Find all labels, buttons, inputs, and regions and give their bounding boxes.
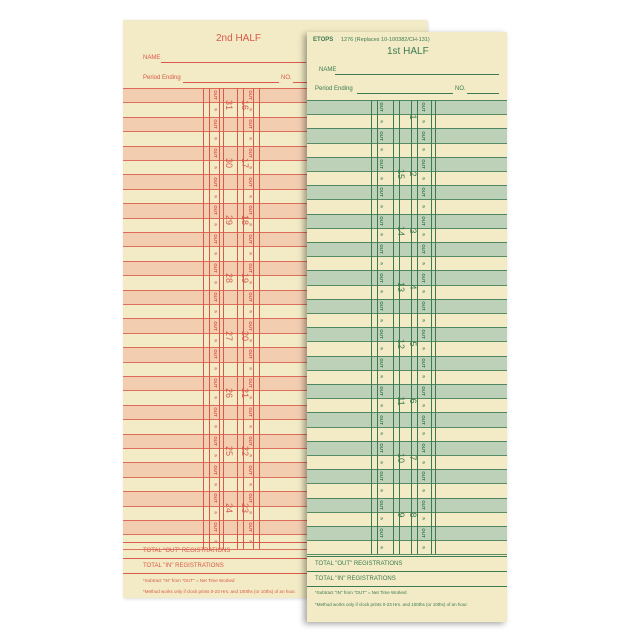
grid-line <box>307 100 507 101</box>
out-label: OUT <box>421 187 426 198</box>
out-label: OUT <box>213 407 218 417</box>
out-label: OUT <box>379 386 384 396</box>
total-out-label: TOTAL "OUT" REGISTRATIONS <box>315 561 403 567</box>
in-label: IN <box>421 517 426 521</box>
day-number: 20 <box>240 330 250 341</box>
grid-line <box>307 171 507 172</box>
in-label: IN <box>421 147 426 152</box>
out-label: OUT <box>248 263 253 273</box>
out-label: OUT <box>379 244 384 254</box>
day-number: 4 <box>408 284 418 290</box>
out-label: OUT <box>213 234 218 244</box>
in-label: IN <box>421 318 426 322</box>
out-label: OUT <box>379 443 384 453</box>
day-number: 21 <box>240 388 250 399</box>
day-number: 18 <box>240 215 250 226</box>
grid-line <box>307 469 507 470</box>
grid-line <box>307 540 507 541</box>
in-label: IN <box>213 424 218 429</box>
out-label: OUT <box>379 187 384 198</box>
out-label: OUT <box>421 414 426 425</box>
note-subtract: *Subtract "IN" from "OUT" = Net Time Worked <box>143 578 235 583</box>
total-out-label: TOTAL "OUT" REGISTRATIONS <box>143 548 231 554</box>
column-line <box>219 88 220 549</box>
out-label: OUT <box>421 272 426 283</box>
no-label: NO. <box>281 75 292 81</box>
out-label: OUT <box>248 522 253 532</box>
in-label: IN <box>248 338 253 342</box>
in-label: IN <box>421 233 426 237</box>
period-underline <box>183 82 279 83</box>
shaded-row <box>307 441 507 455</box>
out-label: OUT <box>213 119 218 129</box>
total-in-label: TOTAL "IN" REGISTRATIONS <box>315 576 396 582</box>
column-line <box>209 88 210 549</box>
day-number: 1 <box>408 114 418 120</box>
day-number: 22 <box>240 445 250 456</box>
in-label: IN <box>213 165 218 169</box>
in-label: IN <box>248 309 253 313</box>
out-label: OUT <box>213 378 218 388</box>
grid-line <box>307 214 507 215</box>
day-number: 14 <box>396 225 406 236</box>
shaded-row <box>307 412 507 426</box>
grid-line <box>307 185 507 186</box>
in-label: IN <box>379 517 384 521</box>
shaded-row <box>307 469 507 483</box>
in-label: IN <box>379 403 384 408</box>
column-line <box>259 88 260 549</box>
out-label: OUT <box>213 90 218 100</box>
day-number: 28 <box>224 273 234 284</box>
grid-line <box>307 285 507 286</box>
out-label: OUT <box>248 234 253 244</box>
period-ending-label: Period Ending <box>315 86 353 92</box>
day-number: 2 <box>408 171 418 177</box>
in-label: IN <box>379 289 384 294</box>
total-out-line <box>307 571 507 572</box>
day-number: 11 <box>396 396 406 406</box>
grid-line <box>307 412 507 413</box>
out-label: OUT <box>248 349 253 360</box>
out-label: OUT <box>248 493 253 504</box>
shaded-row <box>307 356 507 370</box>
out-label: OUT <box>213 436 218 446</box>
in-label: IN <box>248 223 253 227</box>
name-label: NAME <box>143 55 161 61</box>
brand-mark: E <box>313 37 318 43</box>
grid-line <box>307 327 507 328</box>
shaded-row <box>307 242 507 256</box>
in-label: IN <box>213 251 218 256</box>
day-number: 9 <box>396 512 406 518</box>
note-method: *Method works only if clock prints 0-23 Hrs. and 100ths (or 10ths) of an hour. <box>315 602 468 607</box>
in-label: IN <box>421 204 426 209</box>
shaded-row <box>307 128 507 142</box>
shaded-row <box>307 498 507 512</box>
shaded-row <box>307 526 507 540</box>
in-label: IN <box>379 318 384 322</box>
day-number: 6 <box>408 398 418 404</box>
grid-line <box>307 199 507 200</box>
column-line <box>431 100 432 554</box>
shaded-row <box>307 214 507 228</box>
day-number: 16 <box>240 100 250 111</box>
shaded-row <box>307 384 507 398</box>
out-label: OUT <box>379 130 384 141</box>
grid-line <box>307 356 507 357</box>
card-title: 2nd HALF <box>216 33 262 44</box>
grid-line <box>307 270 507 271</box>
in-label: IN <box>421 176 426 180</box>
totals-divider <box>307 556 507 557</box>
in-label: IN <box>213 367 218 371</box>
in-label: IN <box>213 309 218 313</box>
in-label: IN <box>248 482 253 486</box>
period-underline <box>357 93 453 94</box>
out-label: OUT <box>213 464 218 475</box>
day-number: 8 <box>408 512 418 518</box>
in-label: IN <box>248 165 253 169</box>
brand-logo <box>313 37 333 43</box>
day-number: 25 <box>224 445 234 456</box>
out-label: OUT <box>379 329 384 340</box>
out-label: OUT <box>421 244 426 254</box>
day-number: 12 <box>396 339 406 350</box>
out-label: OUT <box>213 522 218 532</box>
out-label: OUT <box>248 205 253 216</box>
out-label: OUT <box>248 320 253 331</box>
in-label: IN <box>379 545 384 550</box>
out-label: OUT <box>421 301 426 311</box>
in-label: IN <box>421 119 426 124</box>
day-number: 5 <box>408 341 418 347</box>
grid-line <box>307 341 507 342</box>
note-method: *Method works only if clock prints 0-23 Hrs. and 100ths (or 10ths) of an hour. <box>143 589 296 594</box>
out-label: OUT <box>213 320 218 331</box>
out-label: OUT <box>421 386 426 396</box>
shaded-row <box>307 327 507 341</box>
out-label: OUT <box>421 443 426 453</box>
day-number: 19 <box>240 273 250 284</box>
day-number: 7 <box>408 455 418 461</box>
out-label: OUT <box>248 436 253 446</box>
grid-line <box>307 441 507 442</box>
shaded-row <box>307 100 507 114</box>
in-label: IN <box>421 460 426 464</box>
card-title: 1st HALF <box>387 46 429 57</box>
grid-line <box>307 313 507 314</box>
in-label: IN <box>248 539 253 544</box>
column-line <box>253 88 254 549</box>
in-label: IN <box>379 346 384 351</box>
day-number: 10 <box>396 452 406 463</box>
grid-line <box>307 483 507 484</box>
out-label: OUT <box>379 471 384 482</box>
in-label: IN <box>379 488 384 493</box>
out-label: OUT <box>248 119 253 129</box>
in-label: IN <box>421 488 426 493</box>
out-label: OUT <box>421 215 426 226</box>
out-label: OUT <box>248 90 253 100</box>
in-label: IN <box>213 136 218 141</box>
grid-line <box>307 143 507 144</box>
in-label: IN <box>213 453 218 457</box>
time-card-1st-half <box>307 32 507 622</box>
in-label: IN <box>379 261 384 266</box>
note-subtract: *Subtract "IN" from "OUT" = Net Time Worked <box>315 590 407 595</box>
column-line <box>203 88 204 549</box>
in-label: IN <box>248 424 253 429</box>
in-label: IN <box>379 204 384 209</box>
day-number: 29 <box>224 215 234 226</box>
in-label: IN <box>421 545 426 550</box>
in-label: IN <box>213 280 218 285</box>
in-label: IN <box>421 375 426 379</box>
in-label: IN <box>421 431 426 436</box>
out-label: OUT <box>421 528 426 538</box>
column-line <box>435 100 436 554</box>
shaded-row <box>307 157 507 171</box>
no-underline <box>467 93 499 94</box>
registration-grid <box>307 100 507 556</box>
day-number: 30 <box>224 157 234 168</box>
in-label: IN <box>213 338 218 342</box>
day-number: 31 <box>224 100 234 111</box>
grid-line <box>307 299 507 300</box>
grid-line <box>307 128 507 129</box>
grid-line <box>307 526 507 527</box>
in-label: IN <box>248 453 253 457</box>
in-label: IN <box>421 346 426 351</box>
model-number: 1276 (Replaces 10-100382/CH-131) <box>341 37 430 43</box>
in-label: IN <box>213 482 218 486</box>
grid-line <box>307 256 507 257</box>
in-label: IN <box>213 539 218 544</box>
in-label: IN <box>248 511 253 515</box>
out-label: OUT <box>421 357 426 368</box>
out-label: OUT <box>248 292 253 302</box>
no-label: NO. <box>455 86 466 92</box>
shaded-row <box>307 299 507 313</box>
in-label: IN <box>248 136 253 141</box>
day-number: 17 <box>240 157 250 168</box>
out-label: OUT <box>213 205 218 216</box>
day-number: 15 <box>396 168 406 179</box>
in-label: IN <box>379 119 384 124</box>
grid-line <box>307 455 507 456</box>
in-label: IN <box>379 375 384 379</box>
out-label: OUT <box>213 263 218 273</box>
total-in-label: TOTAL "IN" REGISTRATIONS <box>143 563 224 569</box>
in-label: IN <box>248 280 253 285</box>
name-label: NAME <box>319 67 337 73</box>
grid-line <box>307 228 507 229</box>
column-line <box>371 100 372 554</box>
in-label: IN <box>248 107 253 112</box>
in-label: IN <box>213 107 218 112</box>
out-label: OUT <box>421 471 426 482</box>
out-label: OUT <box>421 130 426 141</box>
out-label: OUT <box>248 407 253 417</box>
in-label: IN <box>213 223 218 227</box>
out-label: OUT <box>379 357 384 368</box>
in-label: IN <box>421 289 426 294</box>
brand-name: TOPS <box>317 37 334 43</box>
out-label: OUT <box>421 499 426 510</box>
out-label: OUT <box>379 272 384 283</box>
day-number: 26 <box>224 388 234 399</box>
in-label: IN <box>379 147 384 152</box>
out-label: OUT <box>248 176 253 187</box>
in-label: IN <box>379 431 384 436</box>
grid-line <box>307 384 507 385</box>
out-label: OUT <box>421 329 426 340</box>
out-label: OUT <box>421 159 426 169</box>
in-label: IN <box>379 460 384 464</box>
out-label: OUT <box>213 493 218 504</box>
out-label: OUT <box>248 148 253 158</box>
in-label: IN <box>213 511 218 515</box>
in-label: IN <box>248 194 253 198</box>
day-number: 23 <box>240 503 250 514</box>
day-number: 13 <box>396 282 406 293</box>
out-label: OUT <box>379 301 384 311</box>
in-label: IN <box>248 395 253 400</box>
shaded-row <box>307 270 507 284</box>
name-underline <box>161 62 306 63</box>
in-label: IN <box>248 367 253 371</box>
day-number: 27 <box>224 330 234 341</box>
grid-line <box>307 242 507 243</box>
in-label: IN <box>421 403 426 408</box>
in-label: IN <box>248 251 253 256</box>
in-label: IN <box>379 233 384 237</box>
in-label: IN <box>213 395 218 400</box>
out-label: OUT <box>213 349 218 360</box>
grid-line <box>307 512 507 513</box>
out-label: OUT <box>379 215 384 226</box>
out-label: OUT <box>379 102 384 112</box>
in-label: IN <box>213 194 218 198</box>
column-line <box>237 88 238 549</box>
grid-line <box>307 427 507 428</box>
grid-line <box>307 370 507 371</box>
out-label: OUT <box>379 159 384 169</box>
out-label: OUT <box>213 292 218 302</box>
out-label: OUT <box>379 414 384 425</box>
day-number: 24 <box>224 503 234 514</box>
period-ending-label: Period Ending <box>143 75 181 81</box>
grid-line <box>307 398 507 399</box>
out-label: OUT <box>213 148 218 158</box>
out-label: OUT <box>213 176 218 187</box>
grid-line <box>307 157 507 158</box>
out-label: OUT <box>421 102 426 112</box>
out-label: OUT <box>379 499 384 510</box>
total-in-line <box>307 586 507 587</box>
shaded-row <box>307 185 507 199</box>
in-label: IN <box>421 261 426 266</box>
column-line <box>393 100 394 554</box>
out-label: OUT <box>248 378 253 388</box>
day-number: 3 <box>408 228 418 234</box>
name-underline <box>335 74 499 75</box>
grid-line <box>307 114 507 115</box>
in-label: IN <box>379 176 384 180</box>
out-label: OUT <box>248 464 253 475</box>
grid-line <box>307 498 507 499</box>
out-label: OUT <box>379 528 384 538</box>
